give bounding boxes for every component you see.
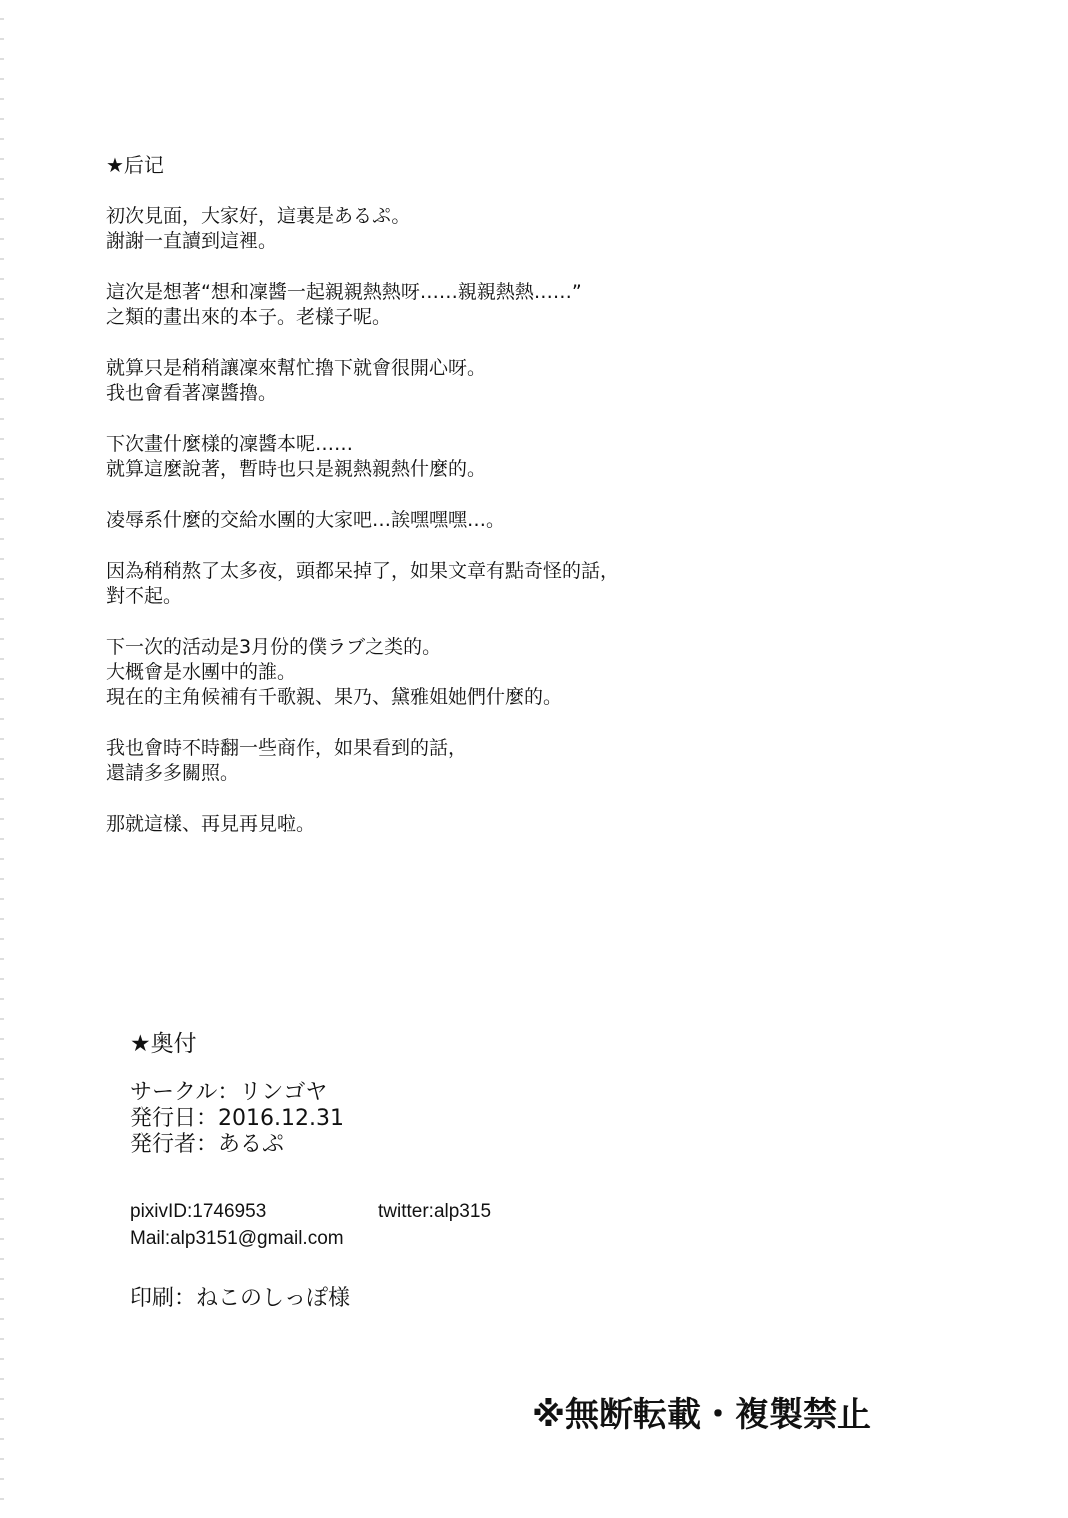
afterword-paragraph [106,559,926,609]
afterword-paragraph [106,635,926,710]
printer-name: 印刷：ねこのしっぽ様 [130,1286,351,1311]
text-line: 下次畫什麼樣的凜醬本呢…… [106,433,354,455]
text-line: 謝謝一直讀到這裡。 [106,230,278,252]
afterword-paragraph [106,432,926,482]
publish-date: 発行日：2016.12.31 [130,1106,344,1131]
afterword-paragraph [106,508,926,533]
text-line: 對不起。 [106,585,183,607]
colophon-section [130,1028,930,1314]
scan-edge [0,0,4,1518]
text-line: 之類的畫出來的本子。老樣子呢。 [106,306,392,328]
mail-address: Mail:alp3151@gmail.com [130,1228,344,1249]
colophon-heading: ★奥付 [130,1031,197,1057]
twitter-handle: twitter:alp315 [378,1201,492,1222]
afterword-section [106,150,926,863]
text-line: 凌辱系什麼的交給水團的大家吧…誒嘿嘿嘿…。 [106,509,506,531]
text-line: 下一次的活动是3月份的僕ラブ之类的。 [106,636,442,658]
text-line: 我也會看著凜醬擼。 [106,382,278,404]
text-line: 現在的主角候補有千歌親、果乃、黛雅姐她們什麼的。 [106,686,563,708]
text-line: 大概會是水團中的誰。 [106,661,297,683]
text-line: 就算這麼說著，暫時也只是親熱親熱什麼的。 [106,458,487,480]
afterword-paragraph [106,280,926,330]
text-line: 就算只是稍稍讓凜來幫忙擼下就會很開心呀。 [106,357,487,379]
copyright-notice: ※無断転載・複製禁止 [532,1395,872,1435]
pixiv-id: pixivID:1746953 [130,1201,267,1222]
afterword-heading: ★后记 [106,153,164,177]
afterword-paragraph [106,204,926,254]
text-line: 還請多多關照。 [106,762,240,784]
text-line: 那就這樣、再見再見啦。 [106,813,316,835]
text-line: 我也會時不時翻一些商作，如果看到的話， [106,737,468,759]
publisher-name: 発行者：あるぷ [130,1132,285,1157]
afterword-paragraph [106,356,926,406]
text-line: 初次見面，大家好，這裏是あるぷ。 [106,205,411,227]
afterword-paragraph [106,812,926,837]
contact-info [130,1198,930,1254]
afterword-paragraph [106,736,926,786]
text-line: 這次是想著“想和凜醬一起親親熱熱呀……親親熱熱……” [106,281,582,303]
circle-name: サークル：リンゴヤ [130,1080,328,1105]
text-line: 因為稍稍熬了太多夜，頭都呆掉了，如果文章有點奇怪的話， [106,560,620,582]
